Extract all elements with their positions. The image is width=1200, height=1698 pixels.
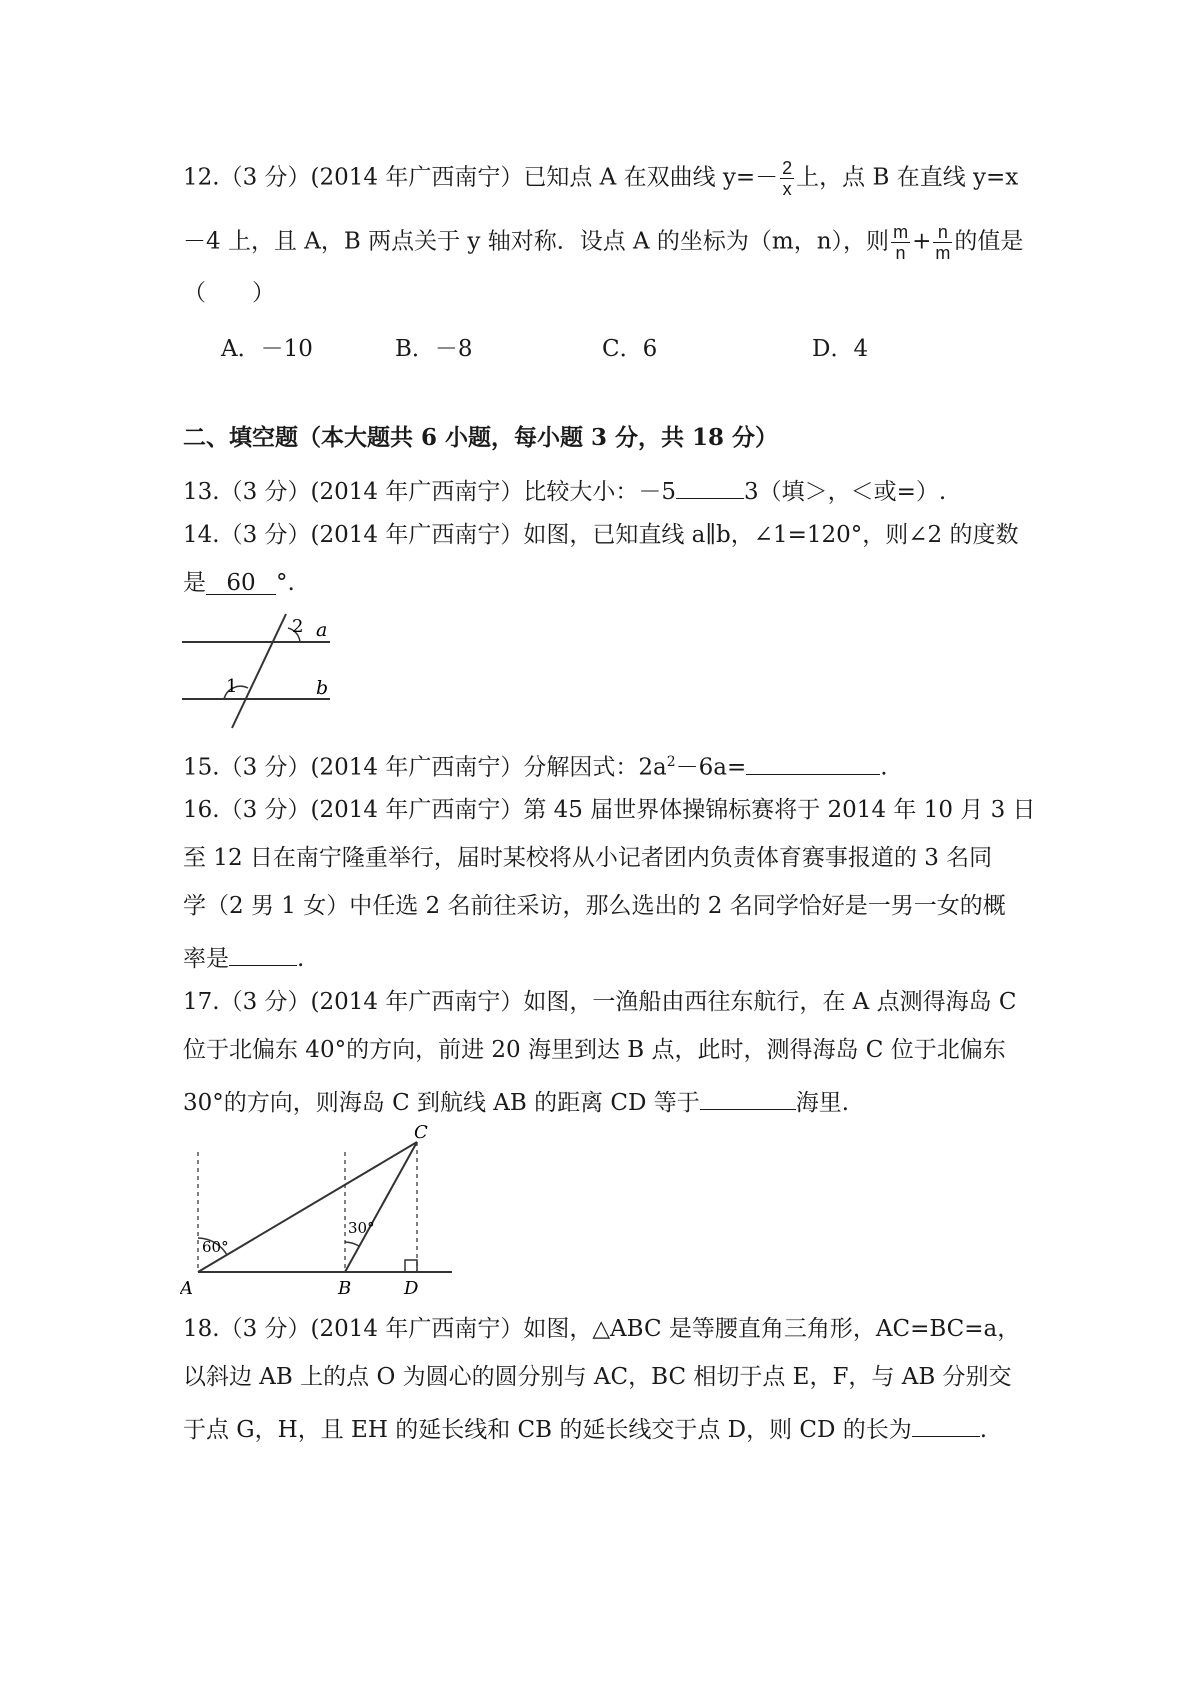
q15-text-c: . <box>880 754 888 781</box>
q12-paren: （ ） <box>183 280 275 306</box>
q15-answer-blank <box>746 748 880 775</box>
q15-text-a: 15.（3 分）(2014 年广西南宁）分解因式：2a <box>183 754 667 781</box>
q12-plus: + <box>912 228 932 255</box>
q13-text-a: 13.（3 分）(2014 年广西南宁）比较大小：－5 <box>183 479 676 505</box>
line-bc <box>345 1142 417 1272</box>
q16-line-1: 16.（3 分）(2014 年广西南宁）第 45 届世界体操锦标赛将于 2014 年 10 月 3 日 <box>183 797 1036 823</box>
q17-line-3 <box>183 1083 849 1118</box>
q14-answer: 60 <box>206 568 276 595</box>
point-c-label: C <box>414 1122 428 1143</box>
q16-text-b: . <box>297 946 305 972</box>
q15-line <box>183 747 888 783</box>
point-d-label: D <box>404 1278 419 1295</box>
q12-fraction-2-over-x <box>780 158 794 199</box>
transversal-line <box>232 614 286 728</box>
q17-answer-blank <box>700 1083 796 1110</box>
q18-line-1: 18.（3 分）(2014 年广西南宁）如图，△ABC 是等腰直角三角形，AC=BC=a， <box>183 1316 1021 1342</box>
angle-30-label: 30° <box>348 1219 375 1237</box>
q16-line-4 <box>183 939 304 974</box>
q12-line-1 <box>183 158 1018 199</box>
q14-text-a: 是 <box>183 570 206 596</box>
q12-text-a: 12.（3 分）(2014 年广西南宁）已知点 A 在双曲线 y=－ <box>183 164 779 191</box>
q14-parallel-lines-figure <box>180 608 340 733</box>
line-b-label: b <box>316 677 329 699</box>
section-2-heading: 二、填空题（本大题共 6 小题，每小题 3 分，共 18 分） <box>183 424 779 451</box>
q13-text-b: 3（填＞，＜或=）. <box>743 479 947 505</box>
q16-line-2: 至 12 日在南宁隆重举行，届时某校将从小记者团内负责体育赛事报道的 3 名同 <box>183 845 993 871</box>
q12-frac3-numerator: n <box>933 222 952 243</box>
q12-frac3-denominator: m <box>935 243 951 263</box>
q12-text-c: －4 上，且 A，B 两点关于 y 轴对称．设点 A 的坐标为（m，n），则 <box>183 228 890 255</box>
angle-60-label: 60° <box>202 1238 229 1256</box>
q12-frac1-denominator: x <box>782 179 792 199</box>
q17-text-b: 海里. <box>795 1090 850 1116</box>
q12-option-c: C．6 <box>602 336 658 362</box>
angle-b-arc <box>345 1242 359 1246</box>
q17-line-1: 17.（3 分）(2014 年广西南宁）如图，一渔船由西往东航行，在 A 点测得海岛 C <box>183 989 1017 1015</box>
q12-text-b: 上，点 B 在直线 y=x <box>796 164 1019 191</box>
line-ac <box>198 1142 417 1272</box>
q12-option-d: D．4 <box>812 336 869 362</box>
angle-1-label: 1 <box>226 676 238 697</box>
line-a-label: a <box>316 619 328 641</box>
q12-line-2 <box>183 222 1023 263</box>
q16-text-a: 率是 <box>183 946 229 972</box>
q16-answer-blank <box>229 939 297 966</box>
q12-option-a: A．－10 <box>221 336 313 362</box>
angle-2-label: 2 <box>292 616 304 637</box>
q12-fraction-m-over-n <box>891 222 910 263</box>
q17-text-a: 30°的方向，则海岛 C 到航线 AB 的距离 CD 等于 <box>183 1090 700 1116</box>
right-angle-mark <box>405 1260 417 1272</box>
q12-frac2-denominator: n <box>895 243 906 263</box>
q17-line-2: 位于北偏东 40°的方向，前进 20 海里到达 B 点，此时，测得海岛 C 位于北偏东 <box>183 1037 1006 1063</box>
point-b-label: B <box>338 1278 352 1295</box>
q12-frac2-numerator: m <box>893 222 909 242</box>
q12-fraction-n-over-m <box>933 222 952 263</box>
q16-line-3: 学（2 男 1 女）中任选 2 名前往采访，那么选出的 2 名同学恰好是一男一女的概 <box>183 893 1006 919</box>
q18-text-a: 于点 G，H，且 EH 的延长线和 CB 的延长线交于点 D，则 CD 的长为 <box>183 1417 912 1443</box>
q18-line-2: 以斜边 AB 上的点 O 为圆心的圆分别与 AC，BC 相切于点 E，F，与 AB 分别交 <box>183 1364 1012 1390</box>
q17-navigation-figure <box>180 1120 460 1295</box>
q18-line-3 <box>183 1410 987 1445</box>
q14-text-b: °. <box>276 570 295 596</box>
q12-frac1-numerator: 2 <box>782 158 793 178</box>
q18-text-b: . <box>979 1417 988 1443</box>
q13-line <box>183 472 946 507</box>
point-a-label: A <box>180 1278 193 1295</box>
q14-line-2 <box>183 568 295 598</box>
q12-option-b: B．－8 <box>395 336 473 362</box>
q15-superscript: 2 <box>666 754 676 770</box>
q13-answer-blank <box>676 472 744 499</box>
q15-text-b: －6a= <box>675 754 747 781</box>
q12-text-d: 的值是 <box>954 228 1024 255</box>
q14-line-1: 14.（3 分）(2014 年广西南宁）如图，已知直线 a∥b，∠1=120°，则∠2 的度数 <box>183 522 1019 548</box>
q18-answer-blank <box>912 1410 980 1437</box>
